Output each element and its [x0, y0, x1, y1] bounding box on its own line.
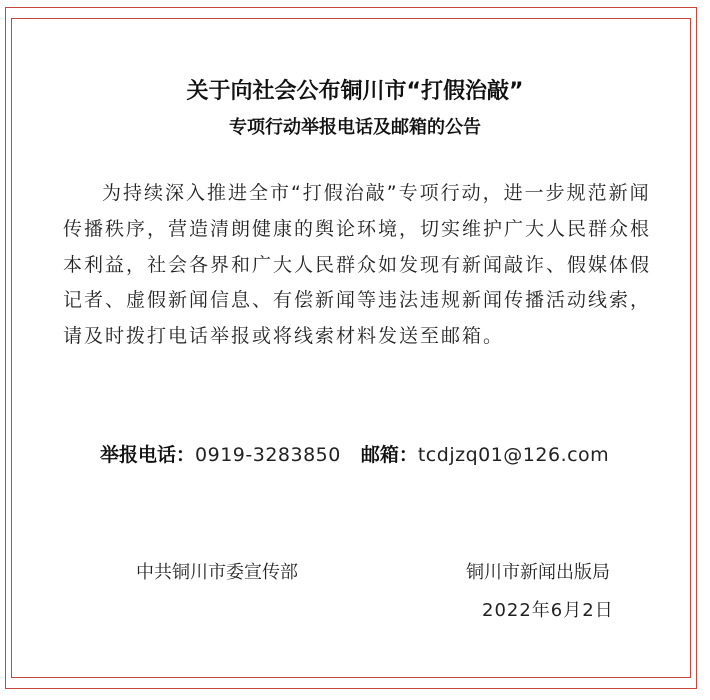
notice-date: 2022年6月2日 [482, 600, 614, 621]
notice-title: 关于向社会公布铜川市“打假治敲” [186, 79, 524, 104]
email-address: tcdjzq01@126.com [417, 444, 610, 466]
phone-number: 0919-3283850 [195, 444, 341, 466]
issuer-press-publication-bureau: 铜川市新闻出版局 [466, 562, 610, 583]
contact-line [100, 441, 609, 469]
email-label: 邮箱： [360, 444, 418, 466]
issuer-propaganda-department: 中共铜川市委宣传部 [136, 562, 298, 583]
notice-body: 为持续深入推进全市“打假治敲”专项行动，进一步规范新闻传播秩序，营造清朗健康的舆论环境，切实维护广大人民群众根本利益，社会各界和广大人民群众如发现有新闻敲诈、假媒体假记者、虚假新闻信息、有偿新闻等违法违规新闻传播活动线索，请及时拨打电话举报或将线索材料发送至邮箱。 [63, 182, 652, 348]
phone-label: 举报电话： [100, 444, 196, 466]
notice-subtitle: 专项行动举报电话及邮箱的公告 [229, 117, 481, 138]
